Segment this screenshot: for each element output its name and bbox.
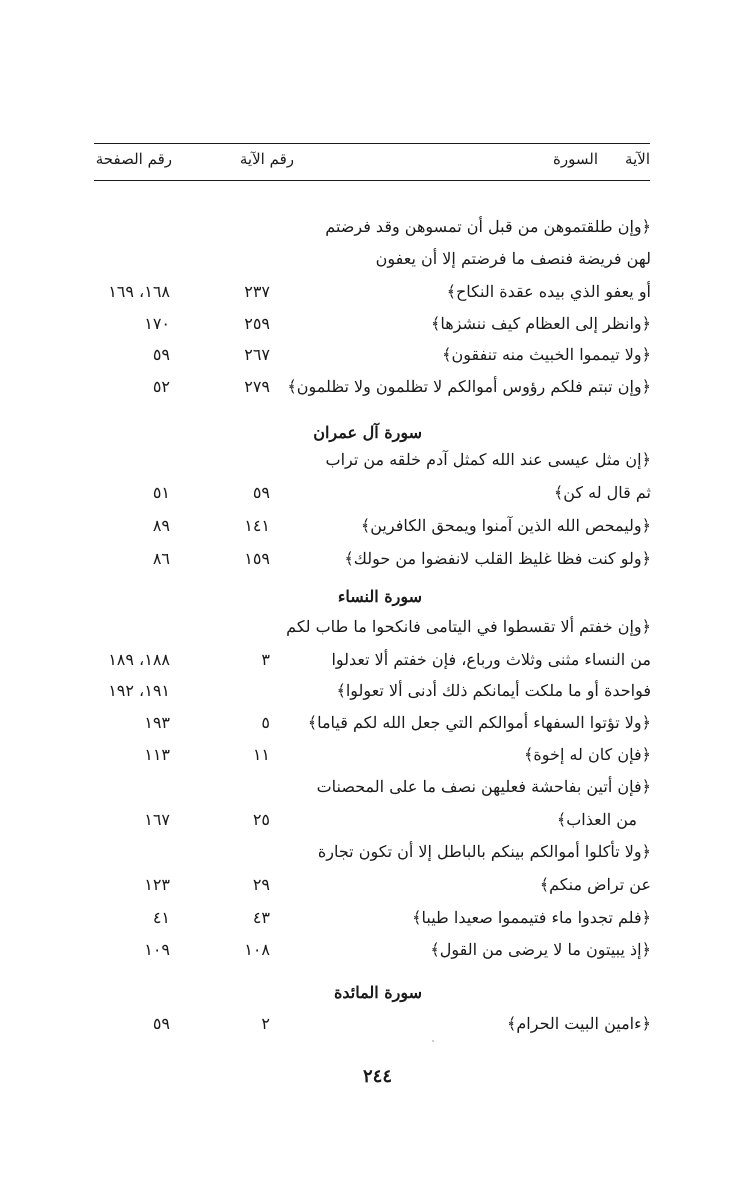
verse-text: ﴿ولا تيمموا الخبيث منه تنفقون﴾ bbox=[442, 345, 651, 364]
verse-text: ﴿ولا تؤتوا السفهاء أموالكم التي جعل الله لكم قياما﴾ bbox=[307, 713, 651, 732]
verse-text: لهن فريضة فنصف ما فرضتم إلا أن يعفون bbox=[375, 249, 651, 268]
table-row bbox=[0, 805, 755, 835]
page-reference: ١٠٩ bbox=[144, 940, 170, 959]
page-number: ٢٤٤ bbox=[362, 1066, 392, 1087]
verse-text: ﴿وإن طلقتموهن من قبل أن تمسوهن وقد فرضتم bbox=[325, 217, 651, 236]
ayah-number: ٢٥ bbox=[252, 810, 270, 829]
ayah-number: ٢٣٧ bbox=[244, 282, 270, 301]
table-row bbox=[0, 612, 755, 642]
verse-text: ﴿فإن أتين بفاحشة فعليهن نصف ما على المحصنات bbox=[316, 777, 651, 796]
page-reference: ١٦٧ bbox=[144, 810, 170, 829]
table-row bbox=[0, 870, 755, 900]
ayah-number: ١١ bbox=[252, 745, 270, 764]
header-surah: السورة bbox=[553, 150, 598, 168]
page-reference: ١٨٨، ١٨٩ bbox=[108, 650, 170, 669]
page-reference: ١١٣ bbox=[144, 745, 170, 764]
ayah-number: ٢٧٩ bbox=[244, 377, 270, 396]
table-row bbox=[0, 708, 755, 738]
ayah-number: ١٠٨ bbox=[244, 940, 270, 959]
table-row bbox=[0, 772, 755, 802]
table-row bbox=[0, 645, 755, 675]
surah-heading: سورة آل عمران bbox=[313, 423, 422, 442]
table-row bbox=[0, 837, 755, 867]
page-reference: ٥٩ bbox=[152, 345, 170, 364]
page-reference: ٥١ bbox=[152, 483, 170, 502]
table-row bbox=[0, 309, 755, 339]
ayah-number: ٢ bbox=[261, 1014, 270, 1033]
table-row bbox=[0, 511, 755, 541]
page-reference: ١٢٣ bbox=[144, 875, 170, 894]
table-row bbox=[0, 935, 755, 965]
ayah-number: ٢٥٩ bbox=[244, 314, 270, 333]
verse-text: ﴿وإن تبتم فلكم رؤوس أموالكم لا تظلمون ولا تظلمون﴾ bbox=[287, 377, 651, 396]
verse-text: أو يعفو الذي بيده عقدة النكاح﴾ bbox=[446, 282, 651, 301]
verse-text: ﴿إذ يبيتون ما لا يرضى من القول﴾ bbox=[430, 940, 651, 959]
table-row bbox=[0, 244, 755, 274]
page-reference: ١٩١، ١٩٢ bbox=[108, 681, 170, 700]
table-row bbox=[0, 676, 755, 706]
header-ayah-number: رقم الآية bbox=[239, 150, 294, 168]
header-verse: الآية bbox=[625, 150, 650, 168]
surah-heading-row bbox=[0, 978, 755, 1008]
page-reference: ١٩٣ bbox=[144, 713, 170, 732]
ayah-number: ٥٩ bbox=[252, 483, 270, 502]
verse-text: ﴿ءامين البيت الحرام﴾ bbox=[507, 1014, 651, 1033]
table-row bbox=[0, 740, 755, 770]
surah-heading: سورة المائدة bbox=[333, 983, 422, 1002]
page-reference: ٥٢ bbox=[152, 377, 170, 396]
ayah-number: ٥ bbox=[261, 713, 270, 732]
ayah-number: ٢٦٧ bbox=[244, 345, 270, 364]
page-reference: ٨٦ bbox=[152, 549, 170, 568]
table-row bbox=[0, 903, 755, 933]
header-page-number: رقم الصفحة bbox=[95, 150, 172, 168]
table-row bbox=[0, 445, 755, 475]
verse-text: ﴿إن مثل عيسى عند الله كمثل آدم خلقه من تراب bbox=[325, 450, 651, 469]
table-row bbox=[0, 340, 755, 370]
table-row bbox=[0, 1009, 755, 1039]
verse-text: ﴿وانظر إلى العظام كيف ننشزها﴾ bbox=[431, 314, 651, 333]
surah-heading-row bbox=[0, 582, 755, 612]
verse-text: من العذاب﴾ bbox=[556, 810, 637, 829]
verse-text: من النساء مثنى وثلاث ورباع، فإن خفتم ألا تعدلوا bbox=[331, 650, 651, 669]
verse-text: فواحدة أو ما ملكت أيمانكم ذلك أدنى ألا تعولوا﴾ bbox=[336, 681, 651, 700]
verse-text: ﴿فإن كان له إخوة﴾ bbox=[524, 745, 651, 764]
surah-heading: سورة النساء bbox=[337, 587, 422, 606]
ayah-number: ١٥٩ bbox=[244, 549, 270, 568]
page-reference: ١٧٠ bbox=[144, 314, 170, 333]
verse-text: ثم قال له كن﴾ bbox=[553, 483, 651, 502]
ink-speck bbox=[432, 1040, 434, 1042]
table-row bbox=[0, 372, 755, 402]
table-row bbox=[0, 544, 755, 574]
verse-text: ﴿ولو كنت فظا غليظ القلب لانفضوا من حولك﴾ bbox=[344, 549, 651, 568]
page-reference: ٤١ bbox=[152, 908, 170, 927]
verse-text: عن تراض منكم﴾ bbox=[539, 875, 651, 894]
verse-text: ﴿وليمحص الله الذين آمنوا ويمحق الكافرين﴾ bbox=[360, 516, 651, 535]
surah-heading-row bbox=[0, 418, 755, 448]
page-reference: ٨٩ bbox=[152, 516, 170, 535]
ayah-number: ١٤١ bbox=[244, 516, 270, 535]
page-reference: ٥٩ bbox=[152, 1014, 170, 1033]
verse-text: ﴿فلم تجدوا ماء فتيمموا صعيدا طيبا﴾ bbox=[412, 908, 651, 927]
verse-text: ﴿وإن خفتم ألا تقسطوا في اليتامى فانكحوا ما طاب لكم bbox=[286, 617, 651, 636]
page-reference: ١٦٨، ١٦٩ bbox=[108, 282, 170, 301]
ayah-number: ٣ bbox=[261, 650, 270, 669]
table-row bbox=[0, 212, 755, 242]
table-row bbox=[0, 277, 755, 307]
ayah-number: ٢٩ bbox=[252, 875, 270, 894]
verse-text: ﴿ولا تأكلوا أموالكم بينكم بالباطل إلا أن تكون تجارة bbox=[317, 842, 651, 861]
ayah-number: ٤٣ bbox=[252, 908, 270, 927]
table-row bbox=[0, 478, 755, 508]
